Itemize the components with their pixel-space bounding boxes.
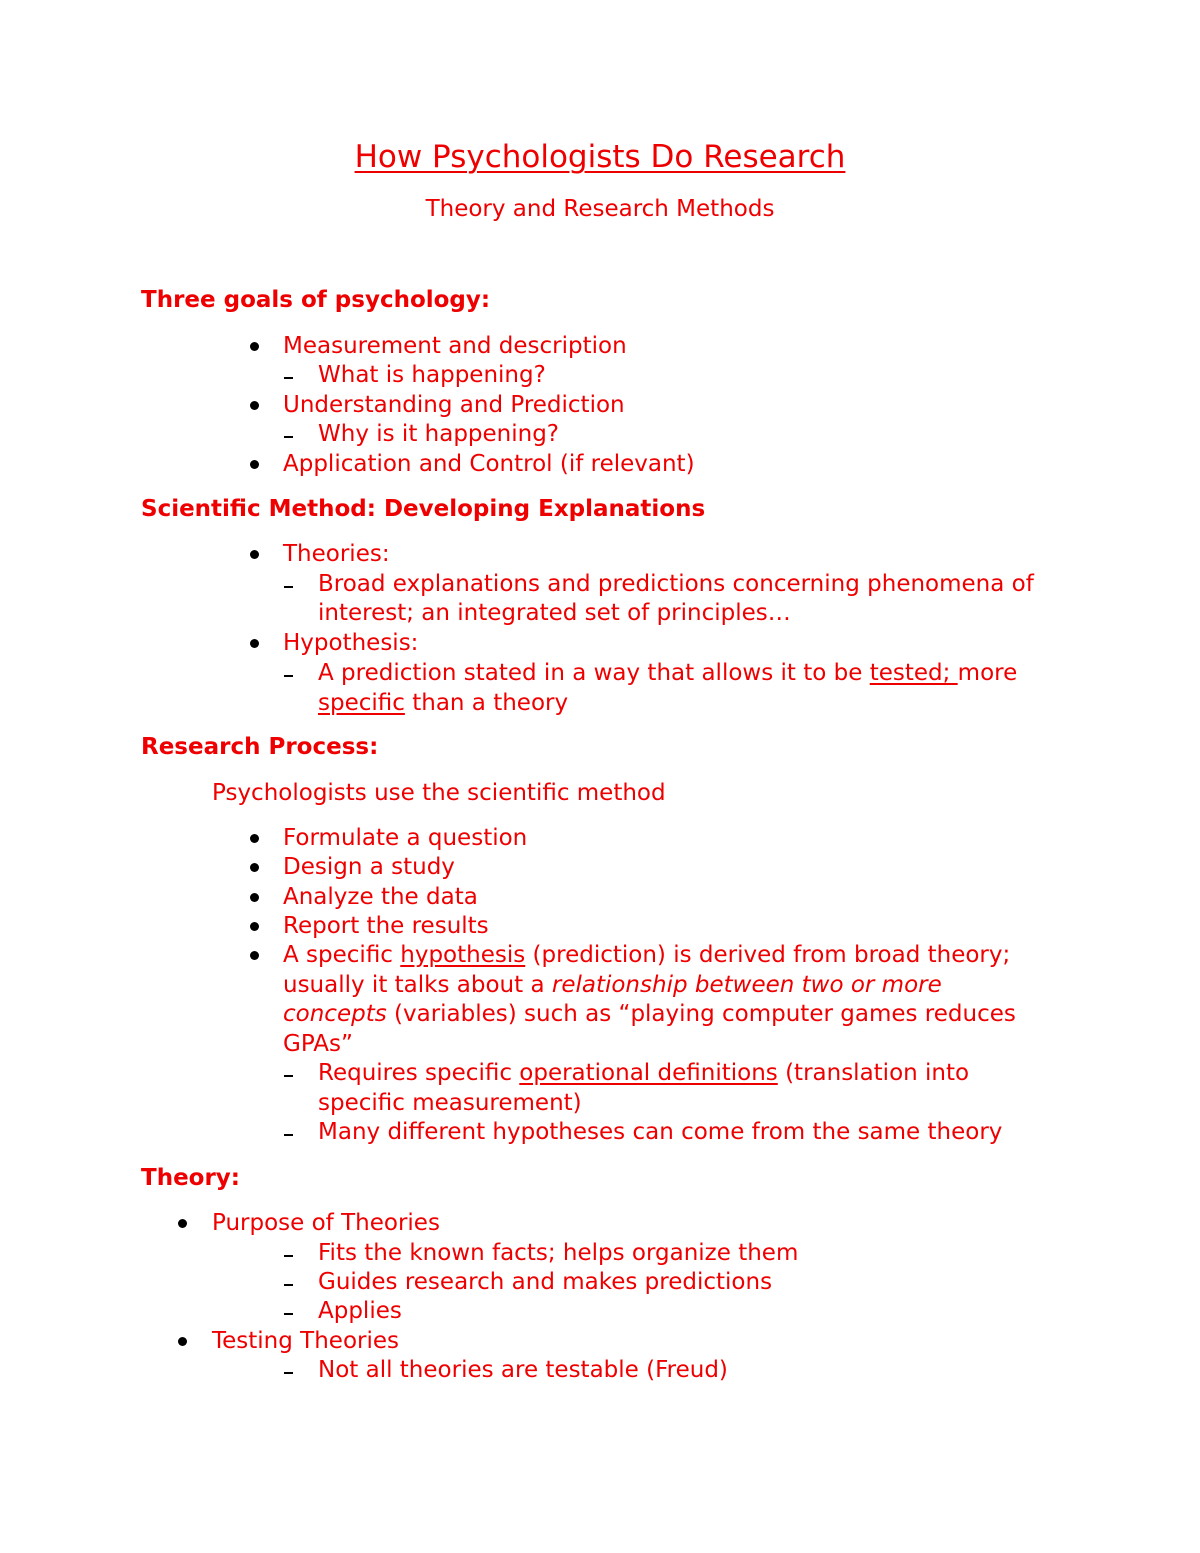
list-item-continued: concepts (variables) such as “playing computer games reduces [283, 1001, 1016, 1027]
list-item: Design a study [283, 854, 455, 880]
list-item: Report the results [283, 913, 489, 939]
list-item: Purpose of Theories [212, 1210, 440, 1236]
list-subitem: A prediction stated in a way that allows it to be tested; more [318, 660, 1018, 686]
dash-icon [284, 1255, 293, 1257]
list-subitem: Fits the known facts; helps organize them [318, 1240, 799, 1266]
section-heading-theory: Theory: [141, 1165, 240, 1191]
list-subitem: Many different hypotheses can come from the same theory [318, 1119, 1003, 1145]
dash-icon [284, 1372, 293, 1374]
list-item: Understanding and Prediction [283, 392, 625, 418]
section-heading-research-process: Research Process: [141, 734, 379, 760]
underlined-text: hypothesis [400, 942, 526, 968]
list-item-continued: GPAs” [283, 1031, 353, 1057]
section-heading-goals: Three goals of psychology: [141, 287, 491, 313]
paragraph: Psychologists use the scientific method [212, 780, 666, 806]
bullet-icon [250, 922, 259, 931]
list-subitem-continued: specific than a theory [318, 690, 569, 716]
dash-icon [284, 377, 293, 379]
list-item: Formulate a question [283, 825, 528, 851]
bullet-icon [178, 1219, 187, 1228]
list-item: Hypothesis: [283, 630, 419, 656]
list-subitem: Broad explanations and predictions concerning phenomena of [318, 571, 1034, 597]
list-item: Testing Theories [212, 1328, 399, 1354]
dash-icon [284, 1075, 293, 1077]
dash-icon [284, 1284, 293, 1286]
list-item: A specific hypothesis (prediction) is derived from broad theory; [283, 942, 1011, 968]
list-subitem: Applies [318, 1298, 402, 1324]
underlined-text: tested; [869, 660, 958, 686]
list-subitem-continued: specific measurement) [318, 1090, 582, 1116]
list-subitem: Requires specific operational definitions (translation into [318, 1060, 970, 1086]
list-item-continued: usually it talks about a relationship between two or more [283, 972, 942, 998]
dash-icon [284, 436, 293, 438]
bullet-icon [250, 834, 259, 843]
bullet-icon [250, 460, 259, 469]
dash-icon [284, 675, 293, 677]
section-heading-scientific-method: Scientific Method: Developing Explanations [141, 496, 706, 522]
bullet-icon [250, 951, 259, 960]
italic-text: concepts [283, 1001, 387, 1027]
bullet-icon [250, 893, 259, 902]
underlined-text: operational definitions [519, 1060, 778, 1086]
bullet-icon [250, 639, 259, 648]
list-item: Theories: [283, 541, 390, 567]
bullet-icon [250, 863, 259, 872]
page-subtitle: Theory and Research Methods [425, 196, 775, 222]
list-item: Analyze the data [283, 884, 478, 910]
list-subitem: What is happening? [318, 362, 546, 388]
dash-icon [284, 586, 293, 588]
list-subitem: Guides research and makes predictions [318, 1269, 773, 1295]
list-subitem-continued: interest; an integrated set of principles… [318, 600, 791, 626]
bullet-icon [250, 550, 259, 559]
list-item: Measurement and description [283, 333, 627, 359]
italic-text: relationship between two or more [551, 972, 942, 998]
underlined-text: specific [318, 690, 405, 716]
bullet-icon [178, 1337, 187, 1346]
page-title: How Psychologists Do Research [354, 139, 846, 175]
list-item: Application and Control (if relevant) [283, 451, 695, 477]
dash-icon [284, 1134, 293, 1136]
list-subitem: Why is it happening? [318, 421, 560, 447]
dash-icon [284, 1313, 293, 1315]
list-subitem: Not all theories are testable (Freud) [318, 1357, 728, 1383]
bullet-icon [250, 342, 259, 351]
bullet-icon [250, 401, 259, 410]
